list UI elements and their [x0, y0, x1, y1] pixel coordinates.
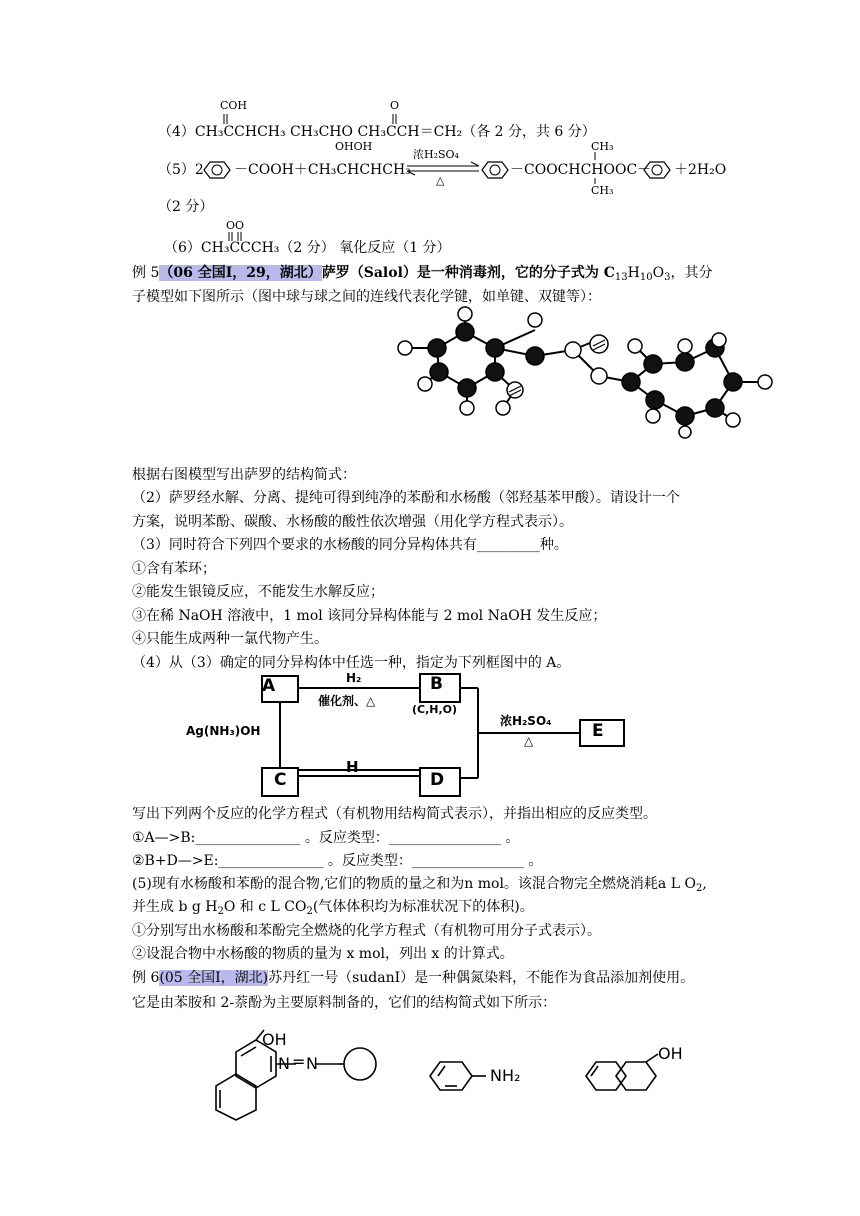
question-5-sub-1: ①分别写出水杨酸和苯酚完全燃烧的化学方程式（有机物可用分子式表示）。	[132, 923, 601, 939]
example-5-heading	[132, 264, 712, 282]
example-6-intro-line-2: 它是由苯胺和 2-萘酚为主要原料制备的，它们的结构简式如下所示：	[132, 995, 557, 1011]
write-1: ①A—>B:_______________ 。反应类型：________________ 。	[132, 830, 520, 846]
question-5-sub-2: ②设混合物中水杨酸的物质的量为 x mol，列出 x 的计算式。	[132, 946, 514, 962]
naphthol-oh: OH	[658, 1044, 683, 1063]
question-5-text: (5)现有水杨酸和苯酚的混合物,它们的物质的量之和为n mol。该混合物完全燃烧消耗a L O	[132, 876, 696, 892]
question-5-line-1	[132, 875, 707, 893]
example-6-source-tag: (05 全国Ⅰ，湖北)	[159, 970, 269, 986]
a5-prefix: （5）2	[158, 162, 204, 178]
formula-h: H	[627, 265, 640, 281]
example-5-intro: 萨罗（Salol）是一种消毒剂，它的分子式为 C	[321, 265, 615, 281]
condition-1: ①含有苯环；	[132, 561, 216, 577]
a6-carbonyl-label: OO	[226, 219, 245, 232]
flow-box-e: E	[592, 721, 604, 741]
co2-sub: 2	[306, 906, 313, 917]
example-6-intro: 苏丹红一号（sudanⅠ）是一种偶氮染料，不能作为食品添加剂使用。	[268, 970, 695, 986]
aniline-nh2: NH₂	[490, 1066, 521, 1085]
sudan-oh: OH	[262, 1030, 287, 1049]
a5-score: （2 分）	[158, 199, 214, 215]
sudan-n2: N	[306, 1054, 318, 1073]
flow-ab-condition: 催化剂、△	[318, 694, 376, 708]
a5-products: ＋2H₂O	[674, 162, 727, 178]
a5-ester: －COOCHCHOOC－	[510, 162, 652, 178]
h2o-sub: 2	[217, 906, 224, 917]
reversible-arrow-icon	[405, 160, 485, 180]
write-2: ②B+D—>E:_______________ 。反应类型：________________ 。	[132, 853, 543, 869]
flow-box-c: C	[274, 770, 287, 790]
write-instruction: 写出下列两个反应的化学方程式（有机物用结构简式表示），并指出相应的反应类型。	[132, 806, 657, 822]
a5-oh-label: OHOH	[335, 140, 373, 153]
a5-ch3-top: CH₃	[591, 140, 614, 153]
q5-part-2: O 和 c L CO	[223, 899, 307, 915]
a5-ch3-bottom: CH₃	[591, 184, 614, 197]
formula-sub-3: 3	[664, 272, 671, 283]
a5-condition-top: 浓H₂SO₄	[413, 148, 459, 161]
example-5-source-tag: （06 全国Ⅰ，29，湖北）	[159, 265, 322, 281]
sudan-double-bond: =	[292, 1052, 306, 1071]
formula-o: O	[652, 265, 665, 281]
flow-box-b: B	[430, 674, 443, 694]
answer-6-line: （6）CH₃CCCH₃（2 分） 氧化反应（1 分）	[164, 240, 451, 256]
q5-part-1: 并生成 b g H	[132, 899, 218, 915]
flow-box-d: D	[430, 770, 445, 790]
question-2-line-2: 方案，说明苯酚、碳酸、水杨酸的酸性依次增强（用化学方程式表示）。	[132, 514, 573, 530]
flow-be-condition: △	[524, 734, 534, 748]
example-5-label: 例 5	[132, 265, 160, 281]
sudan-i-structure	[206, 1032, 406, 1122]
condition-2: ②能发生银镜反应，不能发生水解反应；	[132, 584, 384, 600]
condition-4: ④只能生成两种一氯代物产生。	[132, 631, 328, 647]
benzene-ring-icon	[196, 160, 236, 180]
flow-cd-label: H	[346, 758, 359, 776]
question-5-comma: ,	[702, 876, 707, 892]
a5-reactants: －COOH＋CH₃CHCHCH₃	[234, 162, 411, 178]
formula-sub-2: 10	[639, 272, 653, 283]
q5-part-3: (气体体积均为标准状况下的体积)。	[312, 899, 534, 915]
example-5-intro-end: ，其分	[670, 265, 713, 281]
sudan-n1: N	[278, 1054, 290, 1073]
example-6-heading	[132, 969, 694, 987]
answer-4-line: （4）CH₃CCHCH₃ CH₃CHO CH₃CCH＝CH₂（各 2 分，共 6 分）	[158, 124, 596, 140]
flow-ac-reagent: Ag(NH₃)OH	[186, 724, 261, 738]
question-2-line-1: （2）萨罗经水解、分离、提纯可得到纯净的苯酚和水杨酸（邻羟基苯甲酸）。请设计一个	[132, 490, 680, 506]
flow-ab-reagent: H₂	[346, 671, 362, 685]
salol-ball-stick-model	[385, 308, 785, 438]
a5-condition-bottom: △	[436, 174, 445, 187]
example-5-intro-line-2: 子模型如下图所示（图中球与球之间的连线代表化学键，如单键、双键等）：	[132, 289, 601, 305]
question-3: （3）同时符合下列四个要求的水杨酸的同分异构体共有_________种。	[132, 537, 568, 553]
o2-sub: 2	[695, 883, 703, 894]
flow-b-formula: (C,H,O)	[412, 703, 458, 716]
flow-box-a: A	[262, 676, 276, 696]
a4-carbonyl-label-1: COH	[220, 99, 248, 112]
question-5-line-2	[132, 898, 534, 916]
question-1: 根据右图模型写出萨罗的结构简式：	[132, 467, 356, 483]
a4-carbonyl-label-2: O	[390, 99, 400, 112]
flow-be-reagent: 浓H₂SO₄	[500, 714, 552, 728]
condition-3: ③在稀 NaOH 溶液中，1 mol 该同分异构体能与 2 mol NaOH 发生反应；	[132, 608, 607, 624]
question-4: （4）从（3）确定的同分异构体中任选一种，指定为下列框图中的 A。	[132, 655, 571, 671]
formula-sub-1: 13	[614, 272, 628, 283]
example-6-label: 例 6	[132, 970, 160, 986]
